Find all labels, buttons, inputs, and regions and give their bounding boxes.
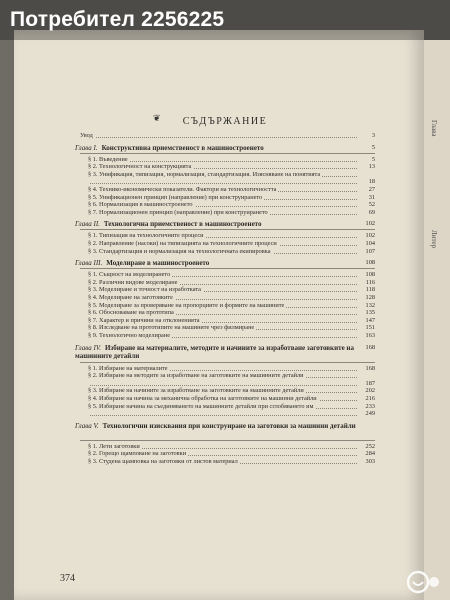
toc-entry-page: 135: [365, 309, 375, 317]
toc-entry-page: 132: [365, 301, 375, 309]
toc-entry: [88, 232, 375, 239]
toc-entry-label: Увод: [80, 132, 93, 139]
toc-entry-page: 147: [365, 316, 375, 324]
toc-entry-page: 252: [365, 442, 375, 450]
toc-entry: [88, 163, 375, 170]
seller-name[interactable]: Потребител 2256225: [10, 8, 225, 31]
page-number: 374: [60, 573, 75, 584]
toc-entry-label: § 3. Унификация, типизация, нормализация, стандартизация. Изясняване на понятията: [88, 170, 321, 178]
toc-entry-page: 18: [368, 178, 375, 186]
toc-entry-label: § 6. Нормализация в машиностроенето: [88, 201, 193, 209]
chapter-title: Конструктивна приемственост в машиностроенето: [101, 143, 264, 152]
chapter-title: Моделиране в машиностроенето: [106, 259, 210, 268]
toc-chapter: [75, 344, 375, 360]
chapter-rule: [80, 268, 375, 269]
chapter-title: Технологична приемственост в машиностроенето: [103, 220, 262, 229]
toc-entry-page: 151: [365, 324, 375, 332]
toc-entry-label: [88, 178, 90, 185]
toc-entry-label: § 7. Нормализационен принцип (направление) при конструирането: [88, 208, 268, 216]
toc-entry: [88, 387, 375, 394]
toc-entry-page: 168: [365, 364, 375, 372]
toc-entry-label: § 2. Избиране на методите за изработване на заготовките на машинните детайли: [88, 372, 304, 380]
chapter-prefix: Глава IV.: [75, 343, 101, 352]
chapter-page: 5: [371, 143, 375, 151]
toc-entry-label: § 2. Горещо щамповане на заготовки: [88, 450, 187, 458]
toc-entry: [88, 410, 375, 417]
toc-entry: [88, 209, 375, 216]
toc-entry-label: § 5. Избиране начина на съединяването на машинните детайли при сглобяването им: [88, 402, 314, 410]
toc-entry: [88, 240, 375, 247]
toc-entry-label: § 3. Стандартизация и нормализация на технологичната екипировка: [88, 247, 271, 255]
leader-dots: [88, 380, 357, 386]
toc-entry-page: 116: [365, 278, 375, 286]
toc-entry-label: § 9. Технологично моделиране: [88, 332, 170, 339]
toc-entry-page: 202: [365, 387, 375, 395]
seller-banner: [0, 0, 450, 40]
toc-entry: [88, 248, 375, 255]
toc-chapter: [75, 259, 375, 267]
toc-entry: [88, 171, 375, 178]
leader-dots: [88, 178, 357, 184]
toc-entry-page: 284: [365, 450, 375, 458]
toc-entry: [88, 194, 375, 201]
toc-entry-page: 104: [365, 240, 375, 247]
toc-entry: [88, 332, 375, 339]
toc-entry-page: 216: [365, 395, 375, 402]
toc-entry: [88, 395, 375, 402]
toc-entry-label: § 1. Същност на моделирането: [88, 271, 171, 279]
toc-entry-label: [88, 380, 90, 387]
toc-entry: [88, 279, 375, 286]
toc-entry-page: 107: [365, 247, 375, 255]
toc-entry: [88, 309, 375, 316]
toc-entry-label: § 2. Различни видове моделиране: [88, 278, 178, 286]
toc-entry-label: § 4. Избиране на начина за механична обработка на заготовките на машинни детайли: [88, 395, 317, 402]
toc-entry: [88, 443, 375, 450]
bazar-logo-icon: [404, 568, 444, 596]
toc-entry-label: § 3. Моделиране и точност на изработката: [88, 286, 201, 294]
toc-entry-label: § 1. Лети заготовки: [88, 442, 140, 450]
toc-entry-label: § 1. Въведение: [88, 155, 128, 163]
toc-entry-label: § 5. Моделиране за проверяване на пропорциите и формите на машините: [88, 301, 285, 309]
toc-entry-label: § 5. Унификационен принцип (направление) при конструирането: [88, 193, 263, 201]
chapter-rule: [80, 229, 375, 230]
toc-chapter: [75, 220, 375, 228]
leader-dots: [80, 132, 357, 138]
chapter-prefix: Глава I.: [75, 143, 98, 152]
toc-entry: [88, 403, 375, 410]
toc-entry-label: § 6. Обосноваване на прототипа: [88, 309, 174, 317]
chapter-prefix: Глава V.: [75, 421, 99, 430]
chapter-rule: [80, 362, 375, 363]
chapter-rule: [80, 440, 375, 441]
toc-entry: [88, 302, 375, 309]
toc-entry-page: 27: [368, 186, 375, 193]
toc-entry-page: 52: [368, 201, 375, 209]
chapter-page: 102: [365, 220, 375, 228]
toc-entry-page: 163: [365, 332, 375, 339]
toc-entry-page: 13: [368, 163, 375, 171]
ornament-icon: ❦: [153, 113, 161, 123]
toc-entry: [80, 132, 375, 139]
chapter-title: Избиране на материалите, методите и начините за изработване заготовките на машинните детайли: [75, 343, 354, 360]
chapter-prefix: Глава II.: [75, 220, 100, 229]
toc-entry: [88, 201, 375, 208]
toc-entry-label: § 4. Моделиране на заготовките: [88, 294, 173, 301]
toc-entry-page: 249: [365, 410, 375, 418]
toc-entry-page: 102: [365, 232, 375, 240]
chapter-title: Технологични изисквания при конструиране на заготовки за машинни детайли: [102, 421, 356, 430]
toc-entry-page: 31: [368, 193, 375, 201]
chapter-rule: [80, 153, 375, 154]
toc-entry: [88, 186, 375, 193]
toc-entry-page: 118: [365, 286, 375, 294]
toc-chapter: [75, 422, 375, 430]
toc-entry-label: § 1. Типизация на технологичните процеси: [88, 232, 204, 240]
toc-entry-label: § 4. Технико-икономически показатели. Фактори на технологичността: [88, 186, 277, 193]
toc-entry: [88, 294, 375, 301]
toc-entry: [88, 178, 375, 185]
page-title: СЪДЪРЖАНИЕ: [182, 116, 268, 127]
toc-entry: [88, 450, 375, 457]
toc-entry-page: 128: [365, 294, 375, 301]
toc-entry-page: 303: [365, 458, 375, 465]
toc-entry-label: § 7. Характер и причини на отклоненията: [88, 316, 200, 324]
toc-entry-page: 187: [365, 379, 375, 387]
toc-entry-label: § 8. Изследване на прототипите на машините чрез филмиране: [88, 324, 255, 332]
toc-entry: [88, 317, 375, 324]
toc-entry-page: 233: [365, 402, 375, 410]
toc-entry-page: 3: [371, 132, 375, 139]
toc-entry: [88, 380, 375, 387]
toc-entry-label: § 1. Избиране на материалите: [88, 364, 168, 372]
toc-entry-label: § 3. Избиране на начините за изработване на заготовките на машинните детайли: [88, 387, 304, 395]
side-text-1: Глава: [430, 120, 438, 137]
toc-entry: [88, 365, 375, 372]
toc-chapter: [75, 144, 375, 152]
toc-entry-label: § 2. Технологичност на конструкцията: [88, 163, 192, 171]
toc-entry-label: § 2. Направление (насоки) на типизацията на технологичните процеси: [88, 240, 277, 247]
toc-entry: [88, 286, 375, 293]
toc-entry: [88, 324, 375, 331]
toc-entry: [88, 156, 375, 163]
toc-entry-label: [88, 410, 90, 417]
side-text-2: Литер: [430, 230, 438, 249]
leader-dots: [88, 410, 357, 416]
toc-entry: [88, 271, 375, 278]
toc-entry: [88, 458, 375, 465]
chapter-prefix: Глава III.: [75, 259, 103, 268]
toc-entry-page: 108: [365, 271, 375, 279]
toc-entry-page: 69: [368, 208, 375, 216]
toc-entry: [88, 372, 375, 379]
toc-entry-page: 5: [371, 155, 375, 163]
chapter-page: 108: [365, 259, 375, 267]
chapter-page: 168: [365, 343, 375, 351]
toc-entry-label: § 3. Студена щамповка на заготовки от листов материал: [88, 458, 238, 465]
